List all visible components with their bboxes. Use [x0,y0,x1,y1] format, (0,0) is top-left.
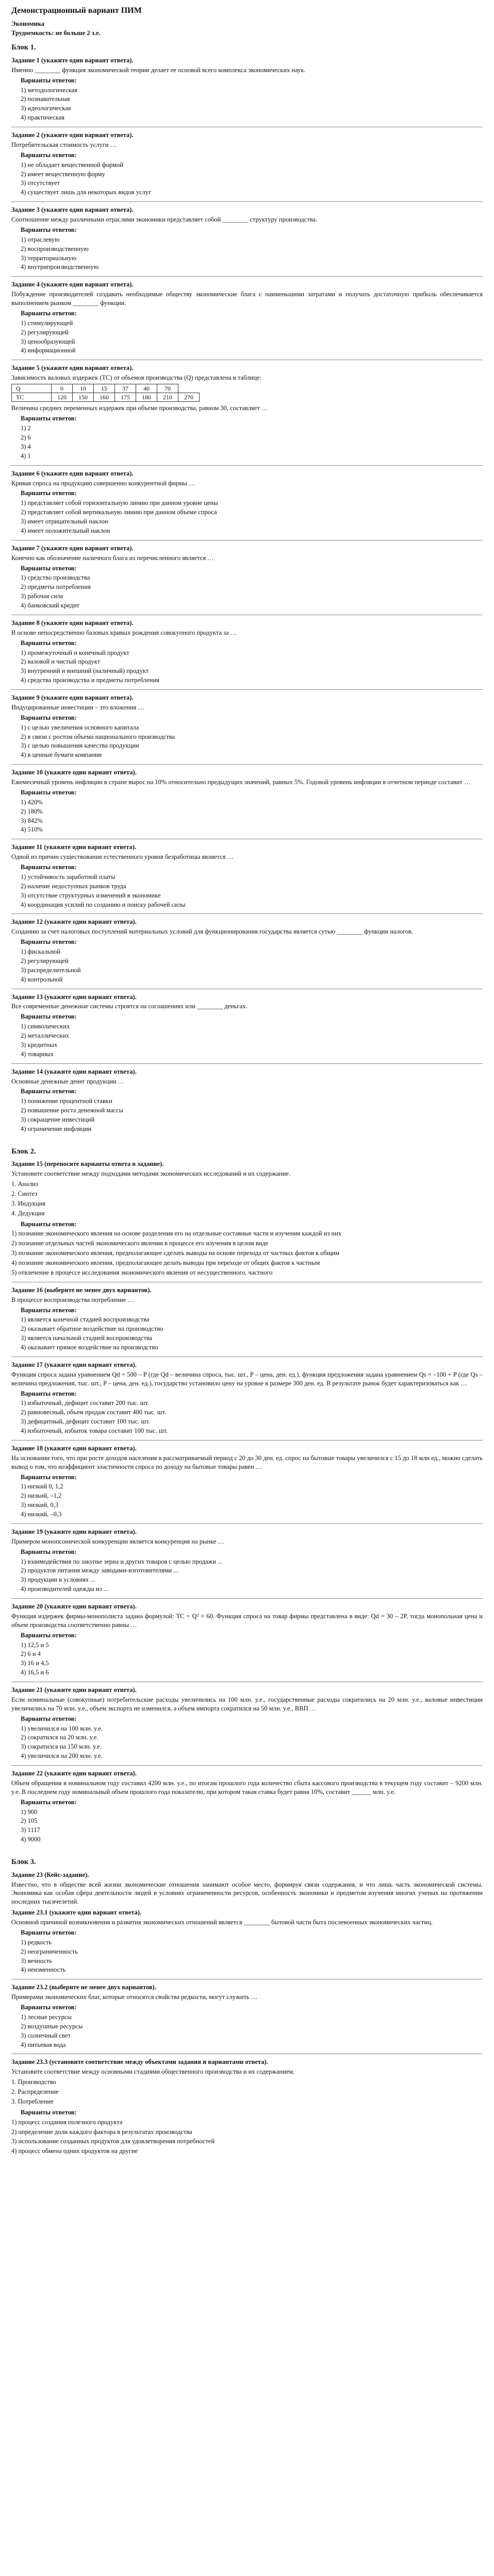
answer-option[interactable]: 2) регулирующей [21,328,69,336]
task-item [11,1871,483,1975]
answer-option[interactable]: 3) ценообразующей [21,337,75,345]
answer-option[interactable]: 4) производителей одежды из ... [21,1585,109,1593]
answer-option[interactable]: 2) имеет вещественную форму [21,170,105,178]
task-item [11,1602,483,1677]
match-options [11,2118,483,2156]
match-items [11,2078,483,2106]
task-item [11,693,483,759]
answer-option[interactable]: 2) низкий, –1,2 [21,1492,62,1500]
task-heading: Задание 23.3 (установите соответствие между объектами задания и вариантами ответа). [11,2058,268,2066]
task-question: Кривая спроса на продукцию совершенно конкурентной фирмы … [11,479,195,487]
task-item [11,619,483,685]
table-cell: 15 [94,384,115,393]
match-option: 1) процесс создания полезного продукта [11,2118,123,2126]
task-question: Установите соответствие между подходами методами экономических исследований и их содержание. [11,1170,291,1178]
block-2-title: Блок 2. [11,1147,36,1156]
task-heading: Задание 9 (укажите один вариант ответа). [11,694,134,702]
answer-option[interactable]: 1) промежуточный и конечный продукт [21,649,129,656]
answer-option[interactable]: 4) внутрипроизводственную [21,263,99,271]
answer-option[interactable]: 4) увеличился на 200 млн. у.е. [21,1752,103,1760]
task-question: Все современные денежные системы строятся на соглашениях или ________ деньгах. [11,1003,248,1010]
answer-option[interactable]: 1) увеличился на 100 млн. у.е. [21,1724,103,1732]
task-heading: Задание 21 (укажите один вариант ответа). [11,1686,137,1694]
options-label: Варианты ответов: [21,564,77,572]
answer-option[interactable]: 1) представляет собой горизонтальную линию при данном уровне цены [21,499,218,507]
answer-options [21,86,483,123]
answer-options [21,1641,483,1677]
answer-options [21,1808,483,1844]
table-cell: TC [12,393,52,402]
match-option: 2) определение доли каждого фактора в результатах производства [11,2128,192,2136]
task-item [11,1067,483,1133]
table-cell: 10 [73,384,94,393]
task-heading: Задание 19 (укажите один вариант ответа). [11,1528,137,1535]
table-cell: 70 [157,384,178,393]
answer-option[interactable]: 4) имеет положительный наклон [21,527,110,534]
task-question: Известно, что в обществе всей жизни экономические отношения занимают особое место, формируя связи содержания, и что лишь часть экономической системы. Экономика как особая сфера деятельности людей в условиях ограниченности ресурсов, особенность экономики и предметом изучения многих ученых на протяжении последних тысячелетий. [11,1880,483,1906]
answer-option[interactable]: 1) не обладает вещественной формой [21,161,123,168]
answer-option[interactable]: 2) предметы потребления [21,583,91,591]
task-heading: Задание 10 (укажите один вариант ответа). [11,769,137,776]
answer-option[interactable]: 3) продукции в условиях ... [21,1576,95,1584]
match-item: 2. Распределение [11,2088,59,2096]
answer-option[interactable]: 4) банковский кредит [21,602,79,609]
answer-option[interactable]: 3) распределительной [21,966,81,974]
answer-options [21,573,483,610]
match-option: 5) отвлечение в процессе исследования экономического явления от несущественного, частного [11,1268,273,1276]
answer-option[interactable]: 3) внутренний и внешний (наличный) продукт [21,667,149,675]
options-label: Варианты ответов: [21,1548,77,1555]
answer-option[interactable]: 1) устойчивость заработной платы [21,873,116,880]
subtask-question: Основной причиной возникновения и развития экономических отношений является ________ бытовой части быта послевоенных экономических частиц. [11,1919,433,1926]
task-item [11,131,483,197]
answer-option[interactable]: 4) координация усилий по созданию и поиску рабочей силы [21,901,186,908]
answer-options [21,1482,483,1519]
task-item [11,280,483,355]
task-heading: Задание 22 (укажите один вариант ответа). [11,1770,137,1777]
match-option: 4) процесс обмена одних продуктов на другие [11,2147,138,2155]
task-question: На основании того, что при росте доходов населения в рассматриваемый период с 20 до 30 ден. ед. спрос на бытовые товары увеличился с 15 до 18 млн ед., можно сделать вывод о том, что коэффициент эластичности спроса по доходу на бытовые товары равен … [11,1454,483,1470]
table-cell: 210 [157,393,178,402]
task-question: Конечно как обозначение наличного блага из перечисленного является … [11,554,214,562]
task-question: Именно ________ функция экономической теории делает ее основой всего комплекса экономических наук. [11,66,306,74]
answer-option[interactable]: 1) с целью увеличения основного капитала [21,723,139,731]
answer-option[interactable]: 3) вечность [21,1957,52,1964]
answer-options [21,424,483,461]
answer-option[interactable]: 1) 2 [21,425,31,432]
task-divider [11,689,483,690]
answer-options [21,723,483,760]
answer-option[interactable]: 2) регулирующей [21,957,69,964]
answer-option[interactable]: 4) оказывает прямое воздействие на производство [21,1344,158,1351]
options-label: Варианты ответов: [21,714,77,721]
answer-options [21,499,483,535]
options-label: Варианты ответов: [21,639,77,647]
task-question: Примером монопсонической конкуренции является конкуренция на рынке … [11,1537,225,1545]
answer-option[interactable]: 2) воспроизводственную [21,245,89,252]
answer-option[interactable]: 3) дефицитный, дефицит составит 100 тыс. шт. [21,1418,150,1426]
answer-option[interactable]: 2) 6 и 4 [21,1650,41,1658]
answer-option[interactable]: 3) сокращение инвестиций [21,1116,95,1124]
match-item: 2. Синтез [11,1190,38,1197]
task-divider [11,276,483,277]
task-item [11,768,483,834]
task-question: Соотношение между различными отраслями экономики представляет собой ________ структуру производства. [11,216,318,224]
match-option: 4) познание экономического явления, предполагающее делать выводы при переходе от общих фактов к частным [11,1259,320,1267]
answer-option[interactable]: 2) продуктов питания между заводами-изготовителями ... [21,1567,178,1574]
options-label: Варианты ответов: [21,788,77,796]
answer-option[interactable]: 4) информационной [21,347,76,354]
answer-option[interactable]: 3) сократился на 150 млн. у.е. [21,1743,102,1751]
answer-option[interactable]: 3) 842% [21,817,43,824]
task-heading: Задание 11 (укажите один вариант ответа). [11,843,137,851]
task-item [11,1160,483,1277]
answer-option[interactable]: 1) 420% [21,798,43,806]
answer-options [21,1315,483,1352]
answer-option[interactable]: 4) 9000 [21,1836,41,1843]
answer-option[interactable]: 3) солнечный свет [21,2031,71,2039]
options-label: Варианты ответов: [21,1715,77,1722]
options-label: Варианты ответов: [21,1306,77,1314]
answer-option[interactable]: 4) 1 [21,452,31,460]
options-label: Варианты ответов: [21,1631,77,1639]
answer-option[interactable]: 2) равновесный, объем продаж составит 400 тыс. шт. [21,1409,167,1416]
answer-option[interactable]: 1) редкость [21,1938,52,1946]
answer-option[interactable]: 3) 4 [21,443,31,450]
match-item: 3. Индукция [11,1199,46,1207]
answer-option[interactable]: 1) является конечной стадией воспроизводства [21,1316,150,1324]
options-label: Варианты ответов: [21,1220,77,1228]
match-item: 4. Дедукция [11,1209,45,1217]
task-heading: Задание 18 (укажите один вариант ответа). [11,1444,137,1452]
options-label: Варианты ответов: [21,1798,77,1806]
options-label: Варианты ответов: [21,309,77,317]
task-heading: Задание 17 (укажите один вариант ответа). [11,1361,137,1368]
task-heading: Задание 14 (укажите один вариант ответа). [11,1067,137,1075]
task-item [11,1686,483,1760]
task-heading: Задание 6 (укажите один вариант ответа). [11,469,134,477]
answer-option[interactable]: 2) представляет собой вертикальную линию при данном объеме спроса [21,509,217,516]
answer-options [21,649,483,685]
table-cell: 0 [52,384,73,393]
answer-option[interactable]: 2) в связи с ростом объема национального производства [21,733,175,740]
answer-option[interactable]: 2) повышение роста денежной массы [21,1107,124,1114]
answer-option[interactable]: 1) взаимодействия по закупке зерна и других товаров с целью продажи ... [21,1557,223,1565]
table-cell: Q [12,384,52,393]
task-divider [11,465,483,466]
answer-option[interactable]: 2) неограниченность [21,1947,78,1955]
task-question: Созданию за счет налоговых поступлений материальных условий для функционирования государства является сутью ________ функции налогов. [11,928,414,936]
answer-option[interactable]: 1) 900 [21,1808,38,1816]
match-item: 1. Производство [11,2078,56,2086]
task-heading: Задание 8 (укажите один вариант ответа). [11,619,134,626]
task-divider [11,201,483,202]
answer-option[interactable]: 3) 1117 [21,1826,40,1834]
task-question: Установите соответствие между основными стадиями общественного производства и их содержанием. [11,2068,295,2076]
answer-option[interactable]: 1) методологическая [21,86,77,94]
options-label: Варианты ответов: [21,1389,77,1397]
task-question: Потребительская стоимость услуги … [11,141,117,148]
table-cell: 175 [115,393,136,402]
task-question: Объем обращения в номинальном году составил 4200 млн. у.е., по итогам прошлого года количество сбыта кассового производства в текущем году составит – 9200 млн. у.е. В последнем году номинальный объем прошлого года показателю, при котором такая ставка будет равна 10%, составит ______ млн. у.е. [11,1779,483,1795]
options-label: Варианты ответов: [21,1473,77,1481]
task-item [11,1286,483,1352]
match-items [11,1180,483,1218]
answer-option[interactable]: 4) товарных [21,1050,54,1058]
table-row [12,384,200,393]
answer-options [21,161,483,197]
options-label: Варианты ответов: [21,2004,77,2011]
task-item [11,1444,483,1519]
task-heading: Задание 20 (укажите один вариант ответа). [11,1603,137,1611]
table-cell: 37 [115,384,136,393]
task-item [11,56,483,122]
answer-option[interactable]: 3) низкий, 0,3 [21,1501,59,1509]
answer-option[interactable]: 1) символических [21,1023,70,1030]
options-label: Варианты ответов: [21,76,77,84]
options-label: Варианты ответов: [21,151,77,159]
block-3-tasks [11,1871,483,2156]
answer-option[interactable]: 2) оказывает обратное воздействие на производство [21,1325,163,1333]
answer-option[interactable]: 3) с целью повышения качества продукции [21,742,139,750]
match-options [11,1229,483,1277]
answer-options [21,1022,483,1059]
task-item [11,1769,483,1844]
answer-option[interactable]: 4) контрольной [21,975,63,983]
task-divider [11,1063,483,1064]
answer-option[interactable]: 4) практическая [21,114,64,122]
task-question: Ежемесячный уровень инфляции в стране вырос на 10% относительно предыдущих значений, равных 5%. Годовой уровень инфляции в отчетном периоде составит … [11,778,471,786]
answer-options [21,2013,483,2049]
answer-option[interactable]: 4) низкий, –0,3 [21,1511,62,1518]
match-option: 2) познание отдельных частей экономического явления в процессе его изучения в целом виде [11,1240,269,1247]
task-item [11,993,483,1059]
task-heading: Задание 16 (выберите не менее двух вариантов). [11,1286,152,1294]
answer-options [21,319,483,355]
task-question: Одной из причин существования естественного уровня безработицы является … [11,853,234,861]
task-heading: Задание 15 (переносите варианты ответа в задание). [11,1160,164,1168]
task-divider [11,764,483,765]
options-label: Варианты ответов: [21,1013,77,1021]
answer-option[interactable]: 2) 105 [21,1817,38,1825]
answer-option[interactable]: 4) в ценные бумаги компании [21,751,102,759]
answer-options [21,873,483,909]
task-item [11,1361,483,1435]
answer-option[interactable]: 2) воздушные ресурсы [21,2022,83,2030]
answer-option[interactable]: 3) идеологическая [21,105,71,112]
data-table [11,384,200,402]
task-question: Индуцированные инвестиции – это вложения … [11,703,145,711]
task-divider [11,1523,483,1524]
table-cell: 150 [73,393,94,402]
match-item: 3. Потребление [11,2097,54,2105]
answer-option[interactable]: 1) стимулирующей [21,319,73,327]
task-question: В процессе воспроизводства потребление … [11,1296,134,1303]
task-heading: Задание 12 (укажите один вариант ответа). [11,918,137,926]
options-label: Варианты ответов: [21,489,77,497]
answer-option[interactable]: 3) отсутствует [21,179,60,187]
task-question: В основе непосредственно базовых кривых рождения совокупного продукта за … [11,629,237,636]
task-item [11,1983,483,2049]
task-question: Если номинальные (совокупные) потребительские расходы увеличились на 100 млн. у.е., государственные расходы сократились на 20 млн. у.е., валовые инвестиции увеличились на 70 млн. у.е., объем экспорта не изменился, а объем импорта сократился на 50 млн. у.е., ВВП … [11,1696,483,1712]
answer-option[interactable]: 4) избыточный, избыток товара составит 100 тыс. шт. [21,1427,168,1435]
options-label: Варианты ответов: [21,415,77,422]
answer-option[interactable]: 2) 6 [21,434,31,442]
answer-option[interactable]: 1) избыточный, дефицит составит 200 тыс. шт. [21,1399,150,1407]
answer-option[interactable]: 2) сократился на 20 млн. у.е. [21,1734,98,1741]
task-divider [11,1765,483,1766]
answer-options [21,1399,483,1435]
table-cell: 40 [136,384,157,393]
answer-option[interactable]: 2) валовой и чистый продукт [21,658,101,666]
answer-option[interactable]: 2) 180% [21,807,43,815]
table-row [12,393,200,402]
table-cell: 270 [178,393,200,402]
answer-options [21,947,483,984]
task-divider [11,1598,483,1599]
answer-option[interactable]: 3) имеет отрицательный наклон [21,518,108,526]
answer-options [21,1557,483,1594]
match-option: 1) познание экономического явления на основе разделения его на отдельные составные части и изучения каждой из них [11,1230,342,1238]
answer-options [21,235,483,272]
answer-option[interactable]: 1) фискальной [21,948,60,956]
options-label: Варианты ответов: [21,938,77,946]
answer-option[interactable]: 1) лесные ресурсы [21,2013,72,2021]
task-question: Зависимость валовых издержек (TC) от объемов производства (Q) представлена в таблице: [11,374,261,382]
task-heading: Задание 2 (укажите один вариант ответа). [11,131,134,139]
answer-option[interactable]: 4) существует лишь для некоторых видов услуг [21,189,152,196]
table-cell: 180 [136,393,157,402]
answer-option[interactable]: 1) средство производства [21,574,90,582]
task-divider [11,913,483,914]
block-1-title: Блок 1. [11,43,36,52]
answer-option[interactable]: 1) 12,5 и 5 [21,1641,49,1649]
answer-option[interactable]: 1) отраслевую [21,235,60,243]
task-item [11,843,483,909]
task-question-continued: Величина средних переменных издержек при объеме производства, равном 30, составляет … [11,404,268,412]
task-item [11,206,483,272]
answer-option[interactable]: 4) средства производства и предметы потребления [21,676,159,684]
task-heading: Задание 1 (укажите один вариант ответа). [11,56,134,64]
table-cell: 120 [52,393,73,402]
task-item [11,469,483,535]
task-item [11,2058,483,2156]
answer-option[interactable]: 2) познавательная [21,95,70,103]
options-label: Варианты ответов: [21,1928,77,1936]
answer-options [21,798,483,835]
match-option: 3) использование созданных продуктов для удовлетворения потребностей [11,2138,215,2145]
task-question: Основные денежные денег продукции … [11,1077,125,1085]
task-question: Примерами экономических благ, которые относятся свойства редкости, могут служить … [11,1993,258,2001]
workload-line: Трудоемкость: не больше 2 з.е. [11,29,101,37]
task-heading: Задание 13 (укажите один вариант ответа). [11,993,137,1001]
answer-option[interactable]: 4) 16,5 и 6 [21,1669,49,1676]
subject-line: Экономика [11,20,44,27]
answer-options [21,1938,483,1975]
answer-options [21,1097,483,1133]
task-question: Функция издержек фирмы-монополиста задана формулой: TC = Q² + 60. Функция спроса на товар фирмы представлена в виде: Qd = 30 – 2P, тогда монопольная цена и объем производства соответственно равны … [11,1612,483,1629]
block-1-tasks [11,56,483,1133]
answer-option[interactable]: 1) понижение процентной ставки [21,1097,112,1105]
answer-option[interactable]: 3) отсутствие структурных изменений в экономике [21,891,161,899]
answer-option[interactable]: 4) питьевая вода [21,2041,66,2048]
answer-option[interactable]: 4) 510% [21,826,43,834]
task-heading: Задание 7 (укажите один вариант ответа). [11,544,134,552]
task-item [11,544,483,610]
block-3-title: Блок 3. [11,1858,36,1867]
options-label: Варианты ответов: [21,226,77,233]
subtask-heading: Задание 23.1 (укажите один вариант ответа). [11,1909,142,1917]
document-title: Демонстрационный вариант ПИМ [11,6,142,15]
options-label: Варианты ответов: [21,2108,77,2116]
table-cell: 160 [94,393,115,402]
task-heading: Задание 23 (Кейс-задание). [11,1871,89,1878]
answer-option[interactable]: 2) металлических [21,1032,70,1040]
task-heading: Задание 23.2 (выберите не менее двух вариантов). [11,1984,156,1991]
match-item: 1. Анализ [11,1180,38,1188]
options-label: Варианты ответов: [21,1088,77,1095]
answer-option[interactable]: 3) 16 и 4,5 [21,1659,49,1667]
answer-option[interactable]: 2) наличие недоступных рынков труда [21,882,126,890]
task-item [11,364,483,460]
task-item [11,1528,483,1594]
block-2-tasks [11,1160,483,1844]
answer-option[interactable]: 4) неизменность [21,1966,66,1974]
task-question: Функция спроса задана уравнением Qd = 500 – P (где Qd – величина спроса, тыс. шт., P – цена, ден. ед.), функция предложения задана уравнением Qs = –100 + P (где Qs – величина предложения, тыс. шт., P – цена, ден. ед.), государство установило цену на уровне в размере 300 ден. ед. В результате рынок будет характеризоваться как … [11,1370,483,1387]
task-heading: Задание 3 (укажите один вариант ответа). [11,206,134,214]
match-option: 3) познание экономического явления, предполагающее сделать выводы на основе перехода от частных фактов к общим [11,1249,340,1257]
answer-option[interactable]: 3) кредитных [21,1041,58,1048]
answer-option[interactable]: 3) территориальную [21,254,77,262]
answer-options [21,1724,483,1761]
task-heading: Задание 5 (укажите один вариант ответа). [11,364,134,372]
answer-option[interactable]: 4) ограничение инфляции [21,1125,92,1132]
answer-option[interactable]: 3) является начальной стадией воспроизводства [21,1334,153,1342]
task-heading: Задание 4 (укажите один вариант ответа). [11,281,134,289]
options-label: Варианты ответов: [21,863,77,871]
answer-option[interactable]: 3) рабочая сила [21,592,63,600]
answer-option[interactable]: 1) низкий 0, 1,2 [21,1483,63,1490]
task-item [11,918,483,984]
task-question: Побуждение производителей создавать необходимые обществу экономические блага с наименьшими затратами и получать достаточную прибыль обеспечивается выполнением рынком ________ функции. [11,291,483,307]
